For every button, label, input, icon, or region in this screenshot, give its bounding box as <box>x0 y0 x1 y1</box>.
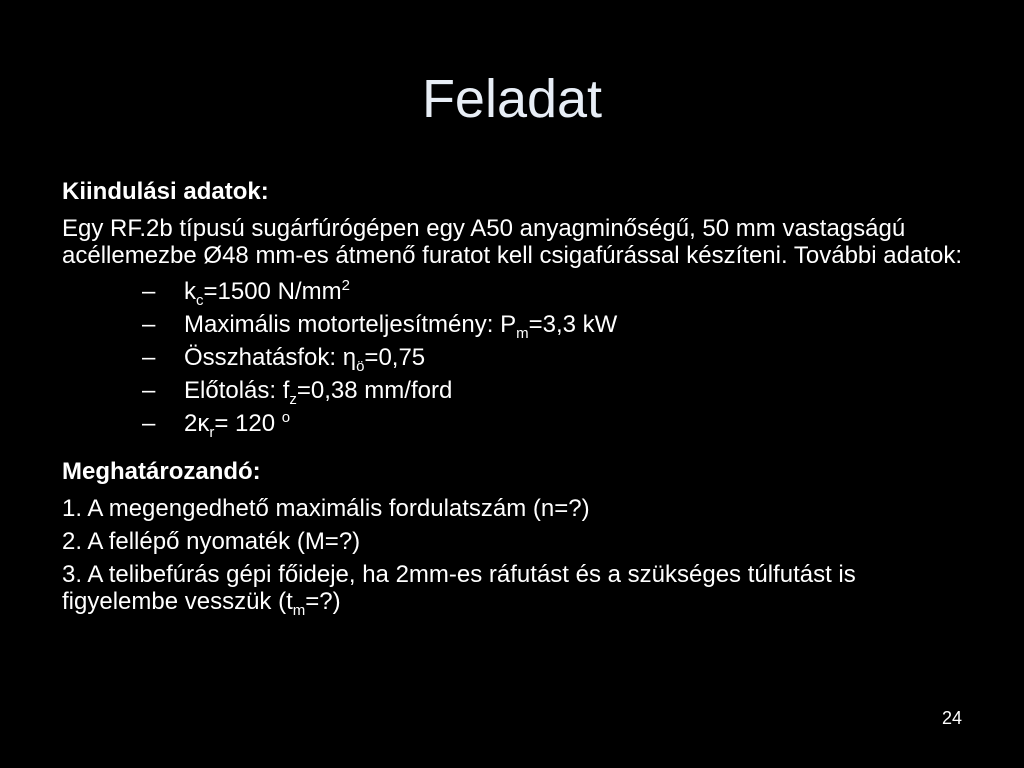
tasks-heading: Meghatározandó: <box>62 458 261 485</box>
given-heading: Kiindulási adatok: <box>62 178 269 205</box>
task-item-2: 2. A fellépő nyomaték (M=?) <box>62 528 361 555</box>
list-item-pm <box>62 308 962 341</box>
page-number: 24 <box>941 708 962 728</box>
kc-subscript: c <box>196 291 204 309</box>
given-intro: Egy RF.2b típusú sugárfúrógépen egy A50 anyagminőségű, 50 mm vastagságú acéllemezbe Ø48 mm-es átmenő furatot kell csigafúrással készíteni. További adatok: <box>62 215 962 269</box>
list-item-fz <box>62 374 962 407</box>
slide-content <box>62 178 962 621</box>
list-item-kappa <box>62 407 962 440</box>
bullet-dash: – <box>142 344 156 371</box>
fz-prefix: Előtolás: f <box>184 377 290 404</box>
task-item-3 <box>62 561 962 619</box>
eta-subscript: ö <box>356 357 365 375</box>
given-data-list <box>62 275 962 440</box>
task-item-3-suffix: =?) <box>305 588 341 615</box>
list-item-kc <box>62 275 962 308</box>
pm-value: =3,3 kW <box>528 311 618 338</box>
fz-subscript: z <box>289 390 297 408</box>
bullet-dash: – <box>142 377 156 404</box>
bullet-dash: – <box>142 410 156 437</box>
fz-value: =0,38 mm/ford <box>296 377 453 404</box>
pm-prefix: Maximális motorteljesítmény: P <box>184 311 517 338</box>
task-item-1: 1. A megengedhető maximális fordulatszám (n=?) <box>62 495 590 522</box>
bullet-dash: – <box>142 311 156 338</box>
pm-subscript: m <box>516 324 529 342</box>
kappa-prefix: 2κ <box>184 410 210 437</box>
eta-value: =0,75 <box>364 344 426 371</box>
kappa-value: = 120 <box>214 410 282 437</box>
kc-superscript: 2 <box>341 277 350 294</box>
bullet-dash: – <box>142 278 156 305</box>
slide-title: Feladat <box>421 69 603 129</box>
kc-symbol: k <box>184 278 196 305</box>
task-item-3-text: 3. A telibefúrás gépi főideje, ha 2mm-es ráfutást és a szükséges túlfutást is figyelembe vesszük (t <box>62 561 856 615</box>
kappa-subscript: r <box>209 423 215 441</box>
task-item-3-subscript: m <box>292 601 306 619</box>
eta-prefix: Összhatásfok: η <box>184 344 357 371</box>
kappa-superscript: o <box>281 409 291 426</box>
kc-value: =1500 N/mm <box>203 278 342 305</box>
list-item-eta <box>62 341 962 374</box>
